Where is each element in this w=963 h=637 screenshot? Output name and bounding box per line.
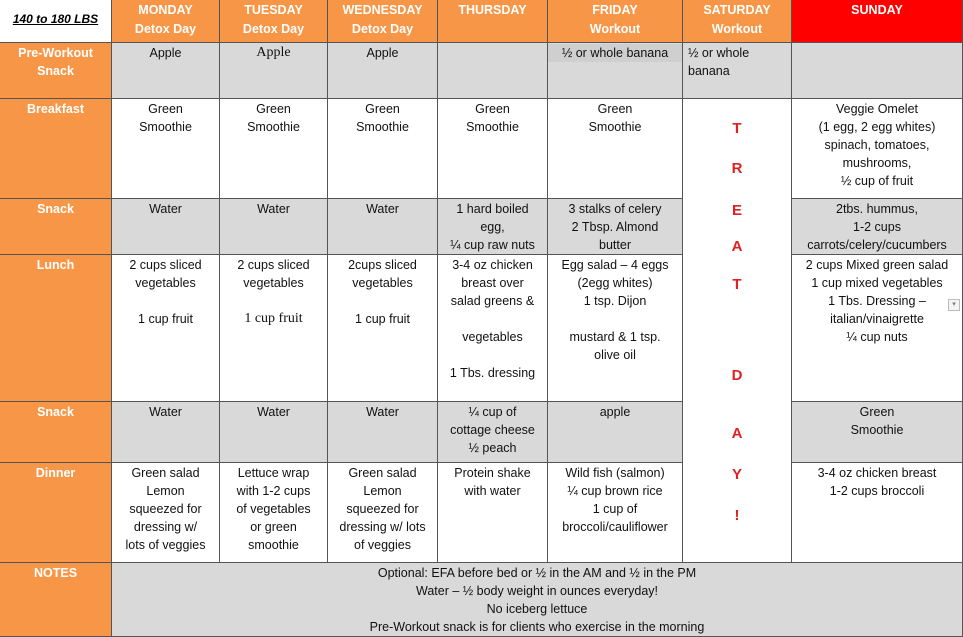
cell-text: 1 cup fruit <box>244 311 303 326</box>
day-header-saturday <box>683 0 792 43</box>
meal-cell-snack2-friday <box>548 402 683 463</box>
row-label-text: Breakfast <box>27 102 84 116</box>
cell-text: italian/vinaigrette <box>830 312 924 326</box>
treat-letter: T <box>732 276 742 293</box>
meal-cell-lunch-friday <box>548 255 683 402</box>
cell-text: Lettuce wrap <box>237 466 310 480</box>
cell-text: ¼ cup nuts <box>846 330 908 344</box>
cell-text: Water – ½ body weight in ounces everyday! <box>415 584 659 598</box>
meal-cell-snack1-tuesday <box>220 199 328 255</box>
meal-cell-lunch-sunday <box>792 255 963 402</box>
cell-text: Green <box>597 102 633 116</box>
cell-text: Apple <box>149 46 182 60</box>
cell-text: mushrooms, <box>842 156 912 170</box>
cell-text: Smoothie <box>466 120 519 134</box>
cell-text: Water <box>257 202 290 216</box>
meal-cell-dinner-sunday <box>792 463 963 563</box>
row-label-text: Lunch <box>36 258 75 272</box>
meal-cell-snack2-monday <box>112 402 220 463</box>
meal-cell-snack2-sunday <box>792 402 963 463</box>
meal-cell-snack1-friday <box>548 199 683 255</box>
treat-letter: ! <box>734 507 740 524</box>
cell-text: Green <box>148 102 183 116</box>
cell-text: No iceberg lettuce <box>486 602 588 616</box>
day-header-monday <box>112 0 220 43</box>
meal-cell-preworkout-wednesday <box>328 43 438 99</box>
cell-text: Smoothie <box>247 120 300 134</box>
cell-text: 1-2 cups broccoli <box>829 484 925 498</box>
day-name: FRIDAY <box>592 3 638 17</box>
meal-cell-snack1-monday <box>112 199 220 255</box>
meal-cell-dinner-wednesday <box>328 463 438 563</box>
cell-text: Water <box>366 405 399 419</box>
cell-text: vegetables <box>135 276 196 290</box>
cell-text: Smoothie <box>588 120 642 134</box>
cell-text: 1 hard boiled <box>456 202 529 216</box>
spacer <box>548 310 682 328</box>
spacer <box>220 292 327 310</box>
cell-text: 3-4 oz chicken breast <box>817 466 937 480</box>
cell-text: Green <box>859 405 895 419</box>
cell-text: vegetables <box>352 276 413 290</box>
cell-text: dressing w/ lots <box>339 520 426 534</box>
cell-text: butter <box>599 238 631 252</box>
cell-text: 2 cups Mixed green salad <box>805 258 949 272</box>
cell-text: Apple <box>366 46 399 60</box>
cell-text: 1 cup of <box>592 502 638 516</box>
cell-text: 1 tsp. Dijon <box>583 294 647 308</box>
meal-cell-snack1-thursday <box>438 199 548 255</box>
meal-cell-lunch-thursday <box>438 255 548 402</box>
treat-letter: T <box>732 120 742 137</box>
cell-text: Green salad <box>348 466 417 480</box>
cell-text: 2 cups sliced <box>237 258 310 272</box>
cell-text: Water <box>149 405 182 419</box>
meal-cell-breakfast-monday <box>112 99 220 199</box>
cell-text: spinach, tomatoes, <box>824 138 930 152</box>
day-name: MONDAY <box>138 3 193 17</box>
cell-text: Green salad <box>131 466 200 480</box>
meal-cell-dinner-thursday <box>438 463 548 563</box>
day-subtitle: Detox Day <box>242 22 305 36</box>
row-label-text: NOTES <box>33 566 78 580</box>
cell-text: Smoothie <box>139 120 192 134</box>
cell-text: 2cups sliced <box>348 258 417 272</box>
meal-cell-snack1-sunday <box>792 199 963 255</box>
cell-text: ½ cup of fruit <box>840 174 914 188</box>
row-label-text: Snack <box>37 64 74 78</box>
row-label-dinner <box>0 463 112 563</box>
cell-text: vegetables <box>243 276 304 290</box>
row-label-text: Pre-Workout <box>18 46 93 60</box>
meal-cell-snack2-thursday <box>438 402 548 463</box>
treat-letter: A <box>731 425 743 442</box>
cell-text: squeezed for <box>129 502 202 516</box>
cell-text: smoothie <box>248 538 299 552</box>
row-label-notes <box>0 563 112 637</box>
cell-text: Wild fish (salmon) <box>565 466 665 480</box>
cell-text: Pre-Workout snack is for clients who exercise in the morning <box>369 620 705 634</box>
row-label-breakfast <box>0 99 112 199</box>
cell-text: Lemon <box>146 484 185 498</box>
cell-text: Water <box>257 405 290 419</box>
cell-text: ½ or whole banana <box>548 44 682 62</box>
spacer <box>328 292 437 310</box>
treat-letter: A <box>731 238 743 255</box>
treat-letter: E <box>731 202 742 219</box>
cell-text: or green <box>250 520 297 534</box>
cell-text: olive oil <box>594 348 636 362</box>
cell-text: mustard & 1 tsp. <box>569 330 661 344</box>
cell-text: Veggie Omelet <box>836 102 918 116</box>
cell-text: 3 stalks of celery <box>568 202 662 216</box>
treat-letter: R <box>731 160 743 177</box>
meal-cell-breakfast-friday <box>548 99 683 199</box>
meal-cell-breakfast-tuesday <box>220 99 328 199</box>
meal-cell-snack2-wednesday <box>328 402 438 463</box>
cell-text: Water <box>366 202 399 216</box>
cell-text: Smoothie <box>356 120 409 134</box>
treat-day-column <box>683 99 792 563</box>
cell-text: ¼ cup of <box>468 405 517 419</box>
day-name: SATURDAY <box>703 3 771 17</box>
meal-cell-preworkout-tuesday <box>220 43 328 99</box>
cell-text: 1 Tbs. Dressing – <box>828 294 926 308</box>
meal-cell-lunch-wednesday <box>328 255 438 402</box>
cell-text: ½ peach <box>468 441 517 455</box>
spacer <box>112 292 219 310</box>
cell-text: egg, <box>480 220 505 234</box>
cell-text: vegetables <box>462 330 523 344</box>
day-subtitle: Detox Day <box>351 22 414 36</box>
cell-text: Water <box>149 202 182 216</box>
cell-text: squeezed for <box>346 502 419 516</box>
treat-letter: D <box>731 367 743 384</box>
cell-text: of vegetables <box>236 502 311 516</box>
cell-text: 1 cup fruit <box>355 312 410 326</box>
cell-text: salad greens & <box>450 294 535 308</box>
meal-cell-preworkout-monday <box>112 43 220 99</box>
cell-text: 1 Tbs. dressing <box>449 366 536 380</box>
meal-cell-preworkout-friday <box>548 43 683 99</box>
cell-text: Green <box>475 102 510 116</box>
day-header-thursday <box>438 0 548 43</box>
cell-text: with water <box>464 484 521 498</box>
cell-text: lots of veggies <box>125 538 206 552</box>
row-label-text: Snack <box>37 405 74 419</box>
day-subtitle: Detox Day <box>134 22 197 36</box>
row-label-preworkout <box>0 43 112 99</box>
cell-text: ½ or whole <box>688 46 750 60</box>
meal-cell-preworkout-sunday <box>792 43 963 99</box>
cell-text: 2tbs. hummus, <box>836 202 918 216</box>
cell-text: carrots/celery/cucumbers <box>807 238 947 252</box>
cell-text: Green <box>256 102 291 116</box>
cell-text: Protein shake <box>454 466 531 480</box>
meal-cell-preworkout-saturday <box>683 43 792 99</box>
cell-text: of veggies <box>354 538 411 552</box>
meal-cell-lunch-monday <box>112 255 220 402</box>
spacer <box>438 346 547 364</box>
cell-text: (2egg whites) <box>577 276 653 290</box>
cell-text: 1 cup fruit <box>138 312 193 326</box>
day-name: TUESDAY <box>244 3 303 17</box>
meal-cell-snack2-tuesday <box>220 402 328 463</box>
cell-text: ¼ cup raw nuts <box>450 238 535 252</box>
day-name: WEDNESDAY <box>342 3 423 17</box>
meal-cell-breakfast-thursday <box>438 99 548 199</box>
meal-cell-lunch-tuesday <box>220 255 328 402</box>
meal-cell-dinner-friday <box>548 463 683 563</box>
cell-text: banana <box>688 64 730 78</box>
cell-text: 3-4 oz chicken <box>452 258 533 272</box>
meal-cell-preworkout-thursday <box>438 43 548 99</box>
meal-cell-snack1-wednesday <box>328 199 438 255</box>
cell-text: Optional: EFA before bed or ½ in the AM and ½ in the PM <box>377 566 697 580</box>
day-name: THURSDAY <box>458 3 527 17</box>
notes-cell <box>112 563 963 637</box>
cell-text: ¼ cup brown rice <box>567 484 663 498</box>
meal-cell-breakfast-wednesday <box>328 99 438 199</box>
cell-text: Green <box>365 102 400 116</box>
cell-text: broccoli/cauliflower <box>562 520 668 534</box>
day-header-friday <box>548 0 683 43</box>
cell-text: with 1-2 cups <box>236 484 311 498</box>
cell-text: 1 cup mixed vegetables <box>811 276 943 290</box>
day-header-sunday <box>792 0 963 43</box>
day-name: SUNDAY <box>851 3 903 17</box>
meal-cell-dinner-monday <box>112 463 220 563</box>
cell-text: Lemon <box>363 484 402 498</box>
row-label-snack1 <box>0 199 112 255</box>
weight-range-label: 140 to 180 LBS <box>0 0 112 43</box>
row-label-lunch <box>0 255 112 402</box>
cell-text: dressing w/ <box>133 520 198 534</box>
cell-text: Egg salad – 4 eggs <box>561 258 669 272</box>
meal-cell-dinner-tuesday <box>220 463 328 563</box>
spacer <box>438 310 547 328</box>
cell-text: Smoothie <box>850 423 904 437</box>
treat-letter: Y <box>731 466 742 483</box>
cell-text: 2 Tbsp. Almond <box>571 220 659 234</box>
dropdown-arrow-icon[interactable]: ▾ <box>948 299 960 311</box>
row-label-snack2 <box>0 402 112 463</box>
row-label-text: Snack <box>37 202 74 216</box>
cell-text: cottage cheese <box>450 423 535 437</box>
day-header-tuesday <box>220 0 328 43</box>
day-header-wednesday <box>328 0 438 43</box>
cell-text: 1-2 cups <box>853 220 901 234</box>
cell-text: apple <box>599 405 631 419</box>
meal-cell-breakfast-sunday <box>792 99 963 199</box>
cell-text: breast over <box>461 276 524 290</box>
day-subtitle: Workout <box>711 22 763 36</box>
cell-text: 2 cups sliced <box>129 258 202 272</box>
cell-text: (1 egg, 2 egg whites) <box>818 120 936 134</box>
cell-text: Apple <box>256 45 291 60</box>
day-subtitle: Workout <box>589 22 641 36</box>
row-label-text: Dinner <box>35 466 76 480</box>
